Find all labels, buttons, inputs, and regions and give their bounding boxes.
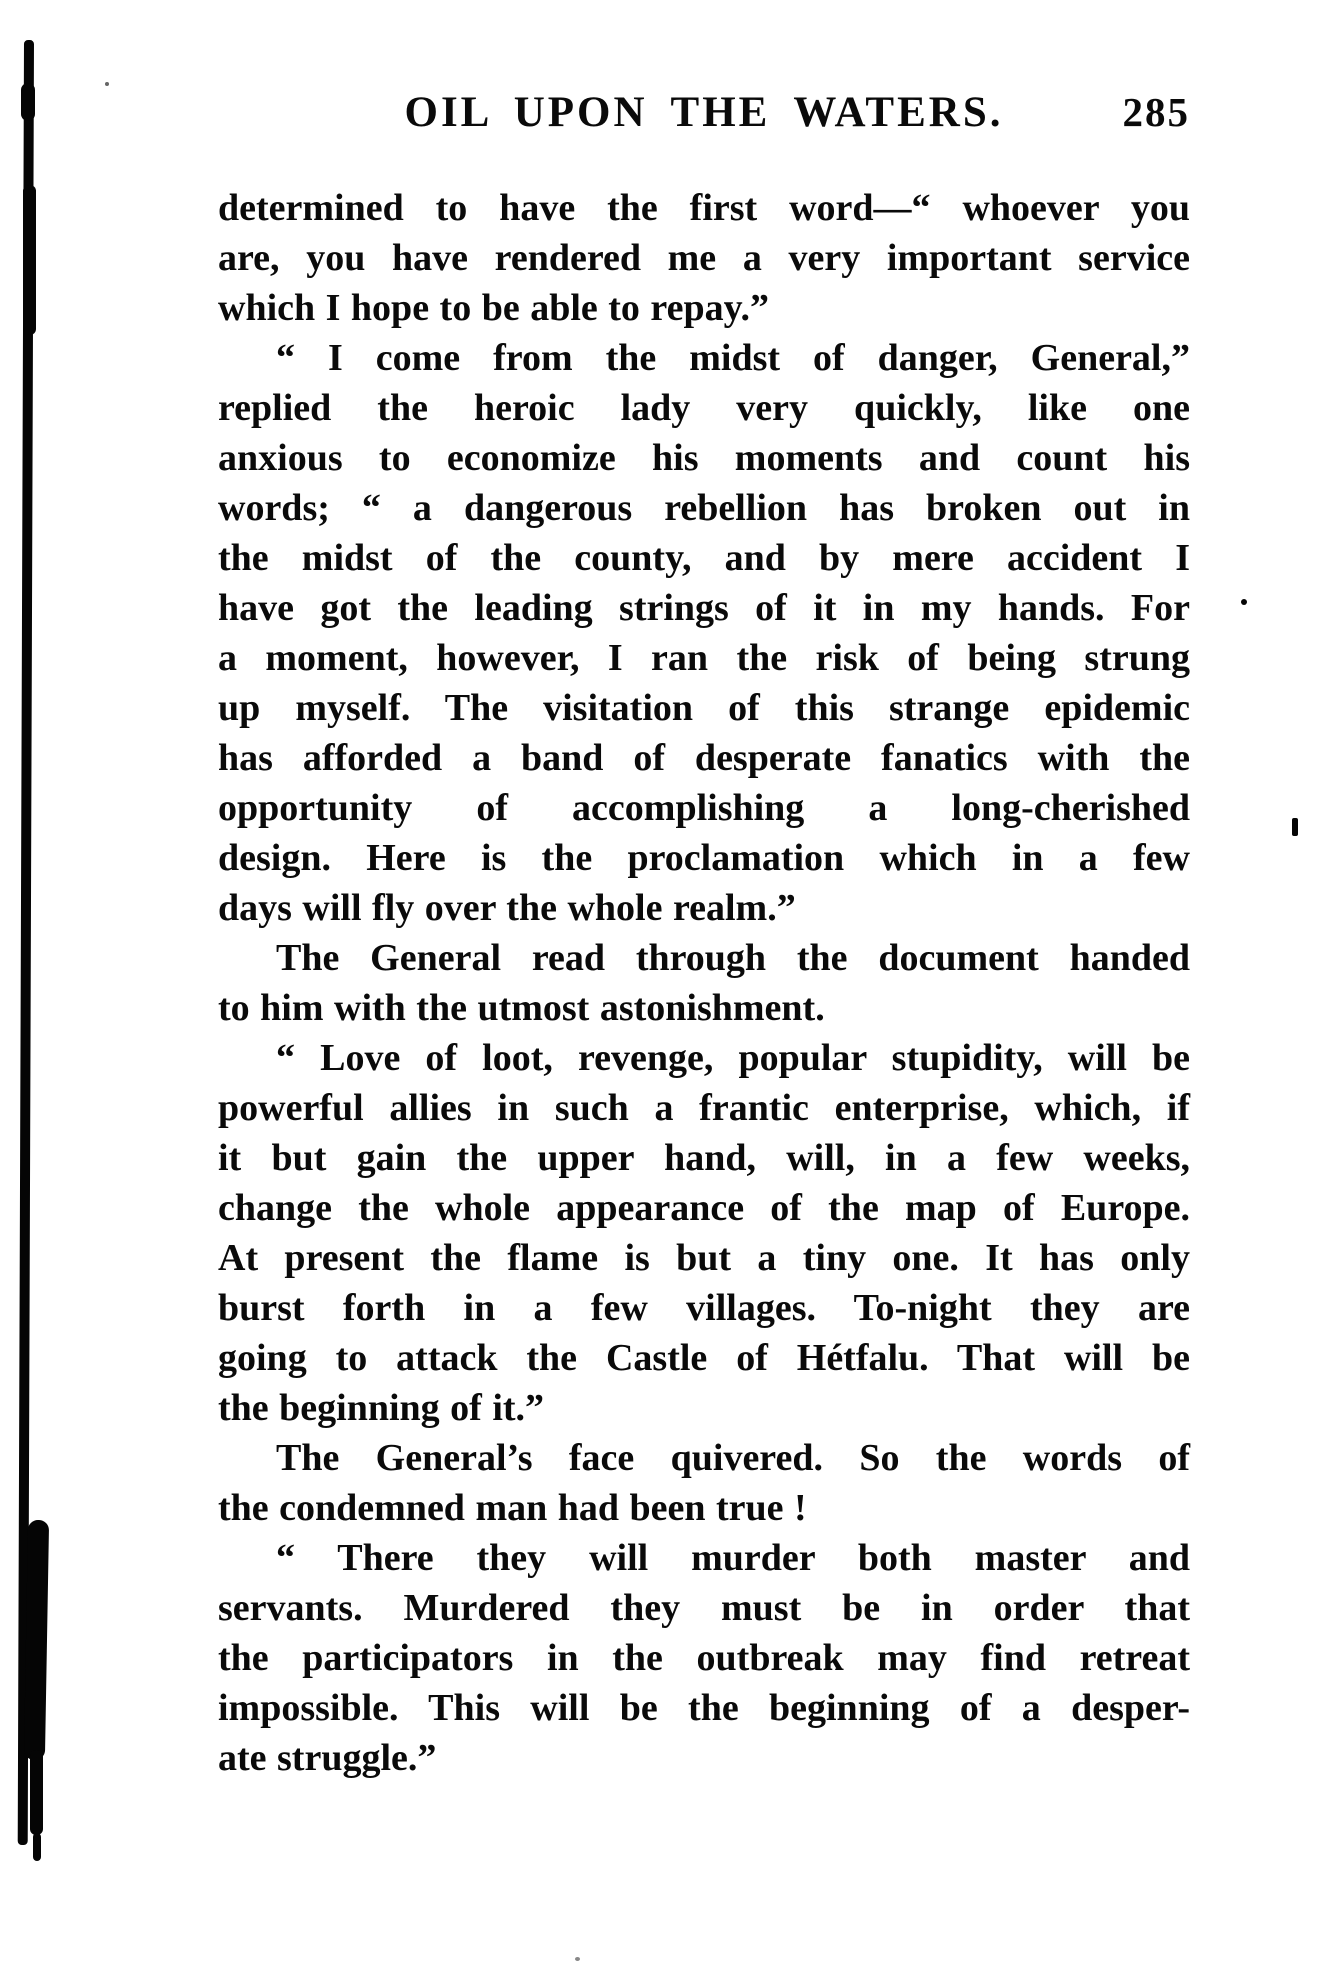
page-title: OIL UPON THE WATERS.: [404, 89, 1004, 136]
text-line: anxious to economize his moments and count his: [218, 437, 1190, 479]
text-line: replied the heroic lady very quickly, like one: [218, 387, 1190, 429]
text-line: “ Love of loot, revenge, popular stupidity, will be: [276, 1037, 1190, 1079]
text-line: are, you have rendered me a very important service: [218, 237, 1190, 279]
page-body-text: [218, 183, 1190, 1783]
scan-artifact-speck: [575, 1957, 580, 1961]
running-header: [218, 88, 1190, 138]
scan-artifact-blob: [30, 1750, 43, 1835]
text-line: it but gain the upper hand, will, in a few weeks,: [218, 1137, 1190, 1179]
text-line: a moment, however, I ran the risk of being strung: [218, 637, 1190, 679]
text-line: the midst of the county, and by mere accident I: [218, 537, 1190, 579]
text-line: change the whole appearance of the map of Europe.: [218, 1187, 1190, 1229]
text-line: impossible. This will be the beginning of a desper-: [218, 1687, 1190, 1729]
text-line: the beginning of it.”: [218, 1387, 545, 1429]
scan-artifact-blob: [23, 185, 36, 335]
text-line: which I hope to be able to repay.”: [218, 287, 770, 329]
text-line: burst forth in a few villages. To-night they are: [218, 1287, 1190, 1329]
text-line: has afforded a band of desperate fanatics with the: [218, 737, 1190, 779]
text-line: opportunity of accomplishing a long-cherished: [218, 787, 1190, 829]
text-line: going to attack the Castle of Hétfalu. That will be: [218, 1337, 1190, 1379]
scan-artifact-speck: [1241, 599, 1247, 605]
text-line: The General’s face quivered. So the words of: [276, 1437, 1190, 1479]
text-line: design. Here is the proclamation which in a few: [218, 837, 1190, 879]
text-line: ate struggle.”: [218, 1737, 437, 1779]
text-line: the participators in the outbreak may find retreat: [218, 1637, 1190, 1679]
text-line: At present the flame is but a tiny one. It has only: [218, 1237, 1190, 1279]
text-line: powerful allies in such a frantic enterprise, which, if: [218, 1087, 1190, 1129]
scan-artifact-speck: [1292, 818, 1298, 836]
text-line: The General read through the document handed: [276, 937, 1190, 979]
text-line: “ There they will murder both master and: [276, 1537, 1190, 1579]
scan-artifact-blob: [21, 83, 35, 121]
text-line: days will fly over the whole realm.”: [218, 887, 796, 929]
text-line: “ I come from the midst of danger, General,”: [276, 337, 1190, 379]
text-line: have got the leading strings of it in my hands. For: [218, 587, 1190, 629]
text-line: up myself. The visitation of this strange epidemic: [218, 687, 1190, 729]
text-line: the condemned man had been true !: [218, 1487, 807, 1529]
scan-artifact-blob: [24, 1520, 49, 1760]
scan-artifact-speck: [105, 82, 109, 86]
text-line: words; “ a dangerous rebellion has broken out in: [218, 487, 1190, 529]
text-line: determined to have the first word—“ whoever you: [218, 187, 1190, 229]
text-line: to him with the utmost astonishment.: [218, 987, 825, 1029]
page-number: 285: [1122, 89, 1190, 135]
scan-artifact-blob: [33, 1833, 41, 1861]
text-line: servants. Murdered they must be in order that: [218, 1587, 1190, 1629]
